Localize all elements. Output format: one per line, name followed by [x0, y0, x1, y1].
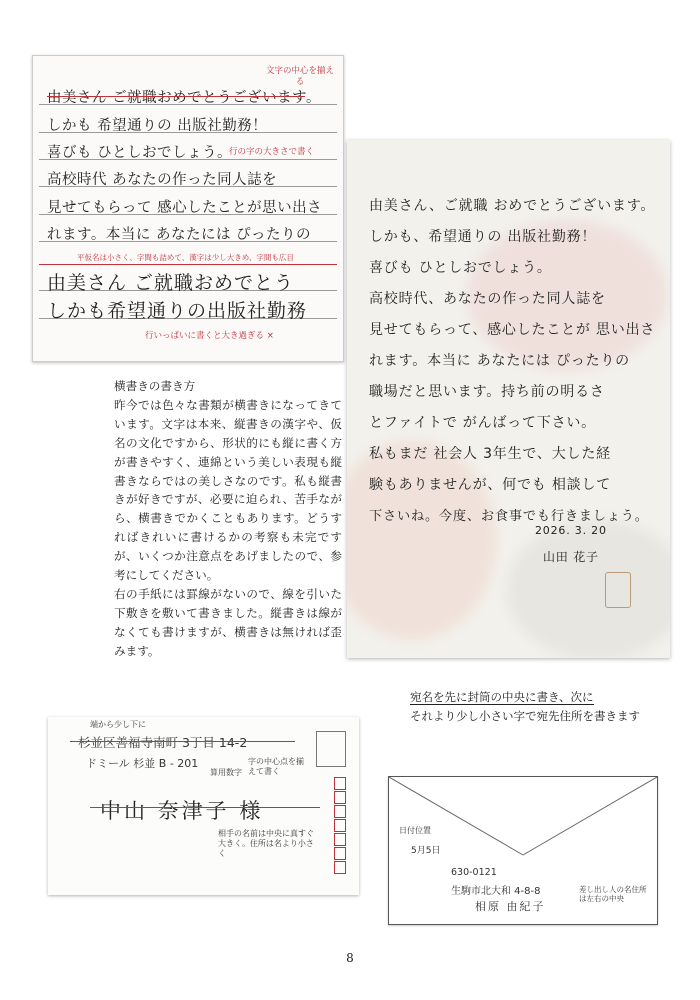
note-full-line: 行いっぱいに書くと大き過ぎる × — [145, 331, 274, 341]
note-line-size: 行の字の大きさで書く — [229, 147, 315, 157]
postcard-address: ドミール 杉並 B - 201 — [86, 757, 199, 770]
zip-box — [334, 861, 346, 874]
envelope-zip: 630-0121 — [451, 867, 497, 878]
zip-box — [334, 805, 346, 818]
letter-line: 喜びも ひとしおでしょう。 — [369, 260, 552, 276]
practice-line: 高校時代 あなたの作った同人誌を — [47, 172, 278, 188]
note-date-position: 日付位置 — [399, 826, 431, 835]
article-paragraph: 右の手紙には罫線がないので、線を引いた下敷きを敷いて書きました。縦書きは線がなくても書けますが、横書きは無ければ歪みます。 — [114, 586, 342, 658]
letter-line: 験もありませんが、何でも 相談して — [369, 477, 612, 493]
practice-line: れます。本当に あなたには ぴったりの — [47, 227, 312, 243]
postcard-recipient: 中山 奈津子 様 — [100, 799, 264, 823]
letter-line: しかも、希望通りの 出版社勤務！ — [369, 229, 597, 245]
zip-box — [334, 791, 346, 804]
ruled-line — [39, 264, 337, 265]
center-guide-line — [90, 807, 320, 808]
article-paragraph: 昨今では色々な書類が横書きになってきています。文字は本来、縦書きの漢字や、仮名の文化ですから、形状的にも縦に書く方が書きやすく、連綿という美しい表現も縦書きならではの美しさなのです。私も縦書きが好きですが、必要に迫られ、苦手ながら、横書きでかくこともあります。どうすればきれいに書けるかの考察も未完ですが、いくつか注意点をあげましたので、参考にしてください。 — [114, 397, 342, 583]
letter-line: れます。本当に あなたには ぴったりの — [369, 353, 630, 369]
postcard — [48, 717, 359, 895]
letter-line: とファイトで がんばって下さい。 — [369, 415, 596, 431]
note-kana-small: 平仮名は小さく、字間も詰めて、漢字は少し大きめ、字間も広目 — [77, 253, 294, 262]
practice-line: 見せてもらって 感心したことが思い出さ — [47, 200, 323, 216]
letter-line: 見せてもらって、感心したことが 思い出さ — [369, 322, 656, 338]
letter-line: 高校時代、あなたの作った同人誌を — [369, 291, 606, 307]
zip-box — [334, 833, 346, 846]
note-top-offset: 端から少し下に — [90, 720, 146, 729]
letter-paper — [347, 140, 670, 658]
note-recipient: 相手の名前は中央に真すぐ大きく。住所は名より小さく — [218, 829, 314, 858]
letter-line: 職場だと思います。持ち前の明るさ — [369, 384, 605, 400]
letter-line: 私もまだ 社会人 3年生で、大した経 — [369, 446, 611, 462]
letter-line: 下さいね。今度、お食事でも行きましょう。 — [369, 509, 649, 524]
postcard-address: 杉並区善福寺南町 3丁目 14-2 — [78, 735, 248, 750]
envelope-date: 5月5日 — [411, 846, 441, 856]
seal-stamp — [605, 572, 631, 608]
painted-background — [347, 440, 497, 640]
caption-line: 宛名を先に封筒の中央に書き、次に — [410, 690, 594, 704]
practice-line: 由美さん ご就職おめでとうございます。 — [47, 90, 321, 106]
article-title: 横書きの書き方 — [114, 379, 196, 393]
note-center-align: 文字の中心を揃える — [265, 66, 334, 87]
practice-line: しかも 希望通りの 出版社勤務！ — [47, 118, 268, 134]
zip-box — [334, 819, 346, 832]
envelope-address: 生駒市北大和 4-8-8 — [451, 886, 541, 897]
article-text — [114, 377, 342, 661]
painted-background — [507, 520, 670, 658]
zip-box — [334, 777, 346, 790]
practice-big-line: 由美さん ご就職おめでとう — [47, 272, 295, 294]
envelope-caption — [410, 688, 640, 726]
envelope — [388, 776, 658, 925]
center-guide-line — [47, 96, 305, 97]
note-arabic: 算用数字 — [210, 768, 242, 777]
letter-line: 由美さん、ご就職 おめでとうございます。 — [369, 198, 656, 214]
note-center-point: 字の中心点を揃えて書く — [248, 757, 304, 776]
note-sender: 差し出し人の名住所は左右の中央 — [579, 885, 647, 903]
caption-line: それより少し小さい字で宛先住所を書きます — [410, 709, 640, 723]
page-number: 8 — [346, 951, 354, 965]
stamp-box — [316, 731, 346, 767]
letter-date: 2026. 3. 20 — [535, 524, 607, 537]
practice-big-line: しかも希望通りの出版社勤務 — [47, 300, 308, 322]
center-guide-line — [70, 741, 295, 742]
envelope-sender: 相原 由紀子 — [475, 900, 546, 913]
practice-sheet — [32, 55, 344, 362]
letter-signature: 山田 花子 — [543, 550, 599, 564]
practice-line: 喜びも ひとしおでしょう。 — [47, 145, 232, 161]
zip-box — [334, 847, 346, 860]
